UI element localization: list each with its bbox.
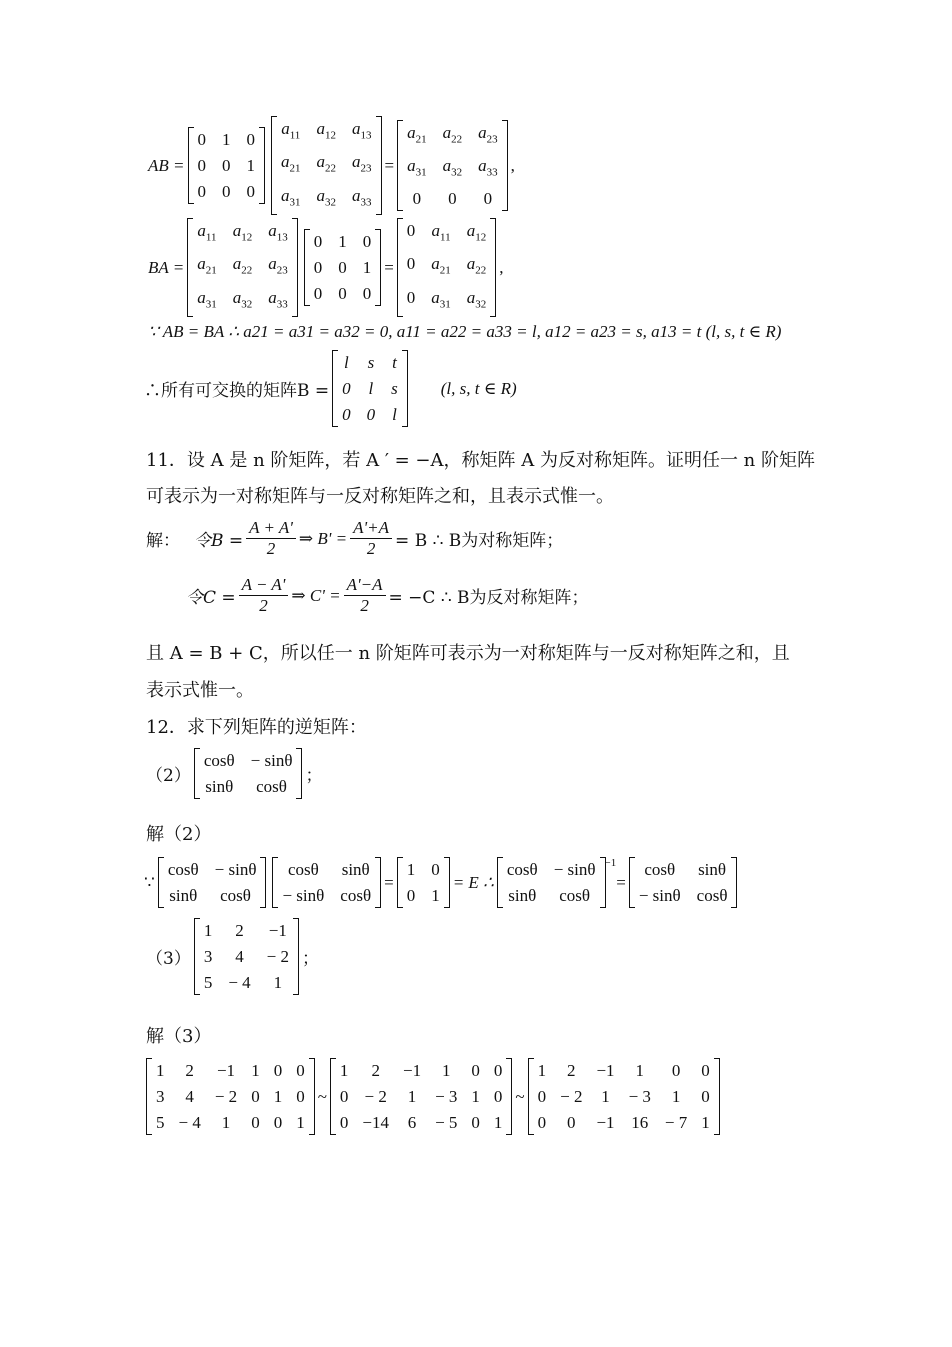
ba-comma: ,: [499, 257, 504, 277]
ab-comma: ,: [510, 155, 515, 175]
c-mid: ⇒ C' =: [291, 585, 341, 605]
matrix-cell: 0: [313, 232, 323, 252]
c-tail: = −C ∴ B为反对称矩阵；: [388, 588, 589, 608]
matrix-cell: − 4: [228, 973, 251, 992]
solution-11-b-line: [146, 518, 563, 559]
matrix-cell: 1: [362, 258, 372, 278]
matrix-cell: $a_{13}$: [352, 119, 372, 142]
matrix-augmented-1: [146, 1058, 315, 1135]
solution-11-conclusion-2: 表示式惟一。: [146, 680, 254, 701]
b-fraction: $\frac{A + A'}{2}$: [246, 518, 296, 559]
matrix-cell: sinθ: [205, 777, 234, 796]
matrix-s2-4: [497, 857, 606, 908]
matrix-cell: 1: [156, 1061, 165, 1080]
matrix-cell: − sinθ: [214, 860, 257, 879]
matrix-cell: 1: [296, 1113, 305, 1132]
matrix-cell: cosθ: [256, 777, 287, 796]
matrix-cell: $a_{12}$: [466, 221, 487, 244]
matrix-cell: 2: [567, 1061, 576, 1080]
matrix-cell: 4: [185, 1087, 194, 1106]
matrix-cell: − 2: [364, 1087, 387, 1106]
ab-lhs: AB =: [148, 155, 185, 175]
matrix-cell: 0: [406, 886, 416, 905]
matrix-cell: 0: [362, 232, 372, 252]
matrix-cell: 1: [493, 1113, 503, 1132]
matrix-commuting: [332, 350, 408, 427]
matrix-cell: 0: [471, 1061, 480, 1080]
matrix-cell: 0: [197, 182, 206, 202]
matrix-cell: 0: [342, 379, 351, 398]
solution-12-2-equation: [144, 857, 740, 908]
matrix-cell: $a_{12}$: [232, 221, 253, 244]
solution-11-conclusion-1: 且 A = B + C，所以任一 n 阶矩阵可表示为一对称矩阵与一反对称矩阵之和，且: [146, 643, 790, 664]
matrix-cell: 16: [631, 1113, 649, 1132]
matrix-augmented-3: [528, 1058, 720, 1135]
matrix-cell: $a_{31}$: [407, 156, 427, 179]
part-2-label: （2）: [146, 766, 191, 786]
matrix-cell: cosθ: [220, 886, 251, 905]
matrix-cell: −1: [216, 1061, 236, 1080]
matrix-cell: $a_{22}$: [442, 122, 463, 146]
matrix-cell: −1: [268, 921, 287, 940]
matrix-cell: $a_{32}$: [466, 287, 487, 311]
matrix-cell: l: [392, 405, 397, 424]
therefore-suffix: (l, s, t ∈ R): [440, 378, 517, 398]
matrix-cell: 2: [371, 1061, 380, 1080]
matrix-cell: cosθ: [644, 860, 676, 879]
matrix-cell: 0: [406, 221, 416, 240]
matrix-cell: 0: [366, 405, 376, 424]
matrix-cell: 0: [671, 1061, 681, 1080]
matrix-cell: 0: [273, 1113, 283, 1132]
matrix-cell: $a_{11}$: [431, 221, 451, 244]
matrix-cell: s: [367, 353, 375, 372]
matrix-cell: t: [392, 353, 397, 372]
matrix-identity: [397, 857, 450, 908]
matrix-ba-3: [397, 218, 497, 317]
matrix-cell: − sinθ: [638, 886, 681, 905]
matrix-ab-1: [188, 127, 266, 204]
matrix-cell: −14: [362, 1113, 389, 1132]
matrix-cell: 0: [701, 1061, 710, 1080]
matrix-cell: − 4: [178, 1113, 201, 1132]
matrix-cell: $a_{33}$: [478, 156, 498, 179]
matrix-cell: 0: [222, 182, 231, 202]
matrix-cell: − 3: [628, 1087, 651, 1106]
c-prefix: 令C =: [186, 588, 236, 608]
matrix-ba-1: [187, 218, 298, 317]
question-12-part-3: [146, 918, 319, 995]
question-11-line2: 可表示为一对称矩阵与一反对称矩阵之和，且表示式惟一。: [146, 486, 614, 507]
matrix-ab-3: [397, 120, 508, 212]
because-symbol: ∵: [144, 872, 155, 892]
matrix-cell: 3: [203, 947, 213, 966]
matrix-cell: 1: [442, 1061, 451, 1080]
matrix-cell: 1: [338, 232, 347, 252]
matrix-cell: − sinθ: [282, 886, 325, 905]
matrix-cell: 0: [406, 254, 416, 274]
matrix-cell: 0: [273, 1061, 283, 1080]
matrix-cell: cosθ: [559, 886, 590, 905]
inverse-exponent: −1: [604, 857, 617, 869]
matrix-cell: sinθ: [508, 886, 537, 905]
matrix-cell: 1: [273, 973, 283, 992]
s2-equals: =: [384, 872, 394, 892]
matrix-cell: $a_{32}$: [316, 185, 336, 209]
matrix-cell: $a_{23}$: [478, 122, 498, 146]
matrix-cell: cosθ: [203, 751, 235, 770]
matrix-cell: 1: [471, 1087, 480, 1106]
matrix-cell: 5: [203, 973, 213, 992]
matrix-cell: $a_{21}$: [431, 254, 451, 277]
matrix-cell: 1: [671, 1087, 681, 1106]
matrix-s2-1: [158, 857, 267, 908]
matrix-cell: sinθ: [698, 860, 727, 879]
tilde-2: ~: [515, 1086, 525, 1106]
matrix-cell: $a_{23}$: [268, 254, 288, 277]
matrix-cell: cosθ: [287, 860, 319, 879]
matrix-cell: − sinθ: [250, 751, 293, 770]
solution-12-3-label: 解（3）: [146, 1026, 212, 1047]
matrix-cell: 0: [567, 1113, 576, 1132]
matrix-s2-2: [272, 857, 381, 908]
ab-equals: =: [384, 155, 395, 175]
matrix-cell: $a_{31}$: [281, 185, 301, 209]
matrix-cell: 3: [156, 1087, 165, 1106]
matrix-cell: 1: [701, 1113, 710, 1132]
matrix-cell: − 5: [435, 1113, 458, 1132]
matrix-cell: 2: [185, 1061, 194, 1080]
equation-ab: [148, 116, 515, 215]
matrix-cell: 0: [431, 860, 440, 879]
matrix-cell: −1: [402, 1061, 422, 1080]
matrix-cell: 0: [493, 1061, 503, 1080]
matrix-cell: 1: [203, 921, 213, 940]
matrix-cell: 0: [313, 258, 323, 278]
matrix-cell: $a_{31}$: [431, 287, 451, 311]
ba-lhs: BA =: [148, 257, 185, 277]
matrix-cell: cosθ: [167, 860, 199, 879]
matrix-cell: 1: [221, 1113, 231, 1132]
matrix-cell: 0: [483, 189, 493, 209]
matrix-cell: $a_{33}$: [352, 185, 372, 209]
matrix-augmented-2: [330, 1058, 513, 1135]
matrix-cell: l: [344, 353, 349, 372]
matrix-cell: 0: [313, 284, 323, 304]
matrix-cell: cosθ: [340, 886, 372, 905]
matrix-cell: 0: [222, 156, 231, 176]
matrix-cell: $a_{31}$: [197, 287, 217, 311]
matrix-cell: −1: [596, 1061, 615, 1080]
matrix-cell: − sinθ: [553, 860, 596, 879]
matrix-cell: 1: [273, 1087, 283, 1106]
matrix-cell: $a_{21}$: [281, 152, 301, 175]
matrix-cell: 0: [251, 1113, 260, 1132]
matrix-cell: 4: [235, 947, 244, 966]
matrix-cell: 5: [156, 1113, 165, 1132]
matrix-cell: $a_{23}$: [352, 152, 372, 175]
solution-12-3-equation: [143, 1058, 723, 1135]
matrix-cell: 0: [701, 1087, 710, 1106]
tilde-1: ~: [317, 1086, 327, 1106]
matrix-cell: 2: [235, 921, 244, 940]
part-3-label: （3）: [146, 949, 191, 969]
matrix-cell: cosθ: [696, 886, 728, 905]
matrix-cell: − 7: [664, 1113, 688, 1132]
matrix-rotation: [194, 748, 303, 799]
matrix-cell: 0: [537, 1087, 547, 1106]
matrix-cell: 1: [635, 1061, 644, 1080]
matrix-cell: 0: [246, 182, 255, 202]
b-prefix: 令B =: [194, 531, 244, 551]
matrix-cell: 1: [406, 860, 416, 879]
therefore-prefix: ∴所有可交换的矩阵B =: [144, 381, 330, 401]
matrix-cell: 1: [431, 886, 440, 905]
matrix-cell: $a_{32}$: [232, 287, 253, 311]
matrix-cell: $a_{21}$: [197, 254, 217, 277]
ba-equals: =: [384, 257, 394, 277]
matrix-cell: 0: [251, 1087, 260, 1106]
therefore-line: [144, 350, 517, 427]
matrix-cell: 0: [339, 1113, 349, 1132]
matrix-cell: $a_{22}$: [232, 254, 253, 277]
matrix-cell: − 3: [435, 1087, 458, 1106]
question-12-part-2: [146, 748, 322, 799]
equation-ba: [148, 218, 504, 317]
c-fraction-2: $\frac{A'-A}{2}$: [344, 575, 386, 616]
matrix-cell: $a_{13}$: [268, 221, 288, 244]
matrix-s2-5: [629, 857, 738, 908]
matrix-cell: 0: [296, 1087, 305, 1106]
matrix-cell: $a_{12}$: [316, 119, 336, 142]
matrix-cell: s: [391, 379, 398, 398]
matrix-cell: 0: [362, 284, 372, 304]
matrix-cell: 0: [412, 189, 422, 209]
matrix-cell: 1: [601, 1087, 610, 1106]
part-3-tail: ；: [302, 949, 320, 969]
matrix-cell: l: [368, 379, 374, 398]
s2-equals-2: =: [616, 872, 626, 892]
c-fraction: $\frac{A - A'}{2}$: [239, 575, 289, 616]
matrix-cell: $a_{11}$: [281, 119, 301, 142]
matrix-cell: 0: [296, 1061, 305, 1080]
matrix-cell: 1: [251, 1061, 260, 1080]
matrix-cell: 1: [246, 156, 255, 176]
matrix-cell: 0: [471, 1113, 480, 1132]
matrix-cell: 0: [197, 156, 206, 176]
solution-11-label: 解：: [146, 531, 180, 551]
b-tail: = B ∴ B为对称矩阵；: [395, 531, 564, 551]
matrix-cell: 0: [342, 405, 351, 424]
matrix-cell: $a_{22}$: [316, 152, 336, 175]
question-11-line1: 11．设 A 是 n 阶矩阵，若 A ′ = −A，称矩阵 A 为反对称矩阵。证明任一 n 阶矩阵: [146, 450, 815, 471]
matrix-cell: $a_{11}$: [197, 221, 217, 244]
matrix-cell: − 2: [266, 947, 290, 966]
matrix-cell: 1: [537, 1061, 547, 1080]
matrix-cell: $a_{33}$: [268, 287, 288, 311]
matrix-cell: 0: [493, 1087, 503, 1106]
matrix-cell: 1: [407, 1087, 417, 1106]
matrix-cell: $a_{21}$: [407, 122, 427, 146]
matrix-cell: 0: [246, 130, 255, 150]
solution-12-2-label: 解（2）: [146, 824, 212, 845]
matrix-cell: sinθ: [341, 860, 370, 879]
matrix-cell: sinθ: [169, 886, 198, 905]
matrix-cell: $a_{22}$: [466, 254, 487, 277]
part-2-tail: ；: [305, 766, 323, 786]
matrix-cell: 0: [448, 189, 457, 209]
matrix-cell: 0: [339, 1087, 349, 1106]
matrix-cell: 0: [197, 130, 206, 150]
because-line: ∵ AB = BA ∴ a21 = a31 = a32 = 0, a11 = a22 = a33 = l, a12 = a23 = s, a13 = t (l, s, t ∈ R): [148, 322, 782, 341]
matrix-cell: 6: [407, 1113, 417, 1132]
matrix-cell: 1: [339, 1061, 349, 1080]
matrix-cell: $a_{32}$: [442, 156, 463, 179]
matrix-cell: 1: [222, 130, 231, 150]
matrix-cell: cosθ: [506, 860, 538, 879]
matrix-cell: 0: [406, 287, 416, 307]
matrix-ab-2: [271, 116, 382, 215]
matrix-cell: 0: [537, 1113, 547, 1132]
matrix-cell: − 2: [214, 1087, 238, 1106]
s2-e-therefore: = E ∴: [452, 872, 494, 892]
question-12-title: 12．求下列矩阵的逆矩阵：: [146, 717, 367, 738]
b-fraction-2: $\frac{A'+A}{2}$: [350, 518, 392, 559]
matrix-cell: − 2: [560, 1087, 583, 1106]
matrix-cell: 0: [338, 258, 347, 278]
matrix-cell: −1: [596, 1113, 615, 1132]
b-mid: ⇒ B' =: [298, 528, 348, 548]
solution-11-c-line: [186, 575, 589, 616]
matrix-cell: 0: [338, 284, 347, 304]
matrix-part-3: [194, 918, 299, 995]
matrix-ba-2: [304, 229, 382, 306]
